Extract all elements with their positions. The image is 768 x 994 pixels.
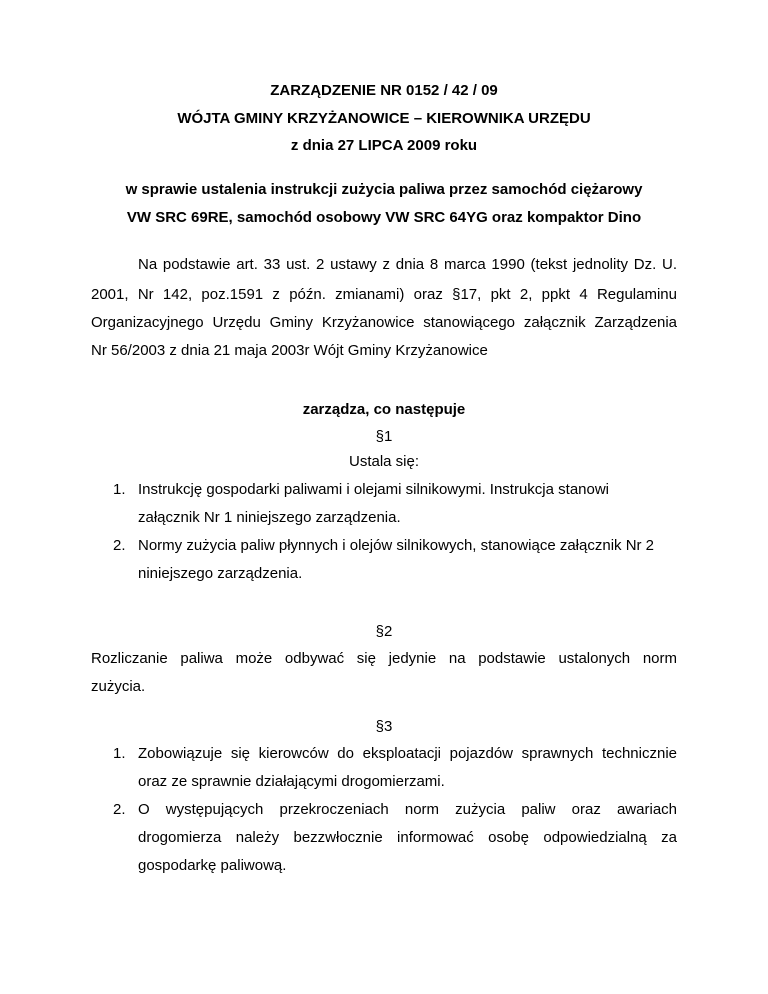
section-2-line-1: Rozliczanie paliwa może odbywać się jedynie na podstawie ustalonych norm (91, 650, 677, 667)
preamble-line-1: Na podstawie art. 33 ust. 2 ustawy z dnia 8 marca 1990 (tekst jednolity Dz. U. (138, 256, 677, 273)
section-1-item-1-line-2: załącznik Nr 1 niniejszego zarządzenia. (138, 509, 401, 526)
section-2-title: §2 (375, 623, 393, 640)
section-3-title: §3 (375, 718, 393, 735)
subject-line-1: w sprawie ustalenia instrukcji zużycia paliwa przez samochód ciężarowy (125, 181, 643, 198)
preamble-line-2: 2001, Nr 142, poz.1591 z późn. zmianami) oraz §17, pkt 2, ppkt 4 Regulaminu (91, 286, 677, 303)
section-1-intro: Ustala się: (348, 453, 420, 470)
section-1-item-2-line-2: niniejszego zarządzenia. (138, 565, 303, 582)
section-3-item-2-line-2: drogomierza należy bezzwłocznie informować osobę odpowiedzialną za (138, 829, 677, 846)
section-1-item-1-number: 1. (113, 481, 126, 498)
section-1-item-2-number: 2. (113, 537, 126, 554)
section-3-item-1-number: 1. (113, 745, 126, 762)
decree-number: ZARZĄDZENIE NR 0152 / 42 / 09 (270, 82, 498, 99)
section-3-item-1-line-2: oraz ze sprawnie działającymi drogomierzami. (138, 773, 445, 790)
preamble-line-4: Nr 56/2003 z dnia 21 maja 2003r Wójt Gminy Krzyżanowice (91, 342, 488, 359)
preamble-line-3: Organizacyjnego Urzędu Gminy Krzyżanowice stanowiącego załącznik Zarządzenia (91, 314, 677, 331)
section-3-item-2-line-1: O występujących przekroczeniach norm zużycia paliw oraz awariach (138, 801, 677, 818)
section-3-item-1-line-1: Zobowiązuje się kierowców do eksploatacji pojazdów sprawnych technicznie (138, 745, 677, 762)
section-2-line-2: zużycia. (91, 678, 146, 695)
decree-statement: zarządza, co następuje (302, 401, 466, 418)
section-3-item-2-line-3: gospodarkę paliwową. (138, 857, 287, 874)
section-3-item-2-number: 2. (113, 801, 126, 818)
section-1-item-2-line-1: Normy zużycia paliw płynnych i olejów silnikowych, stanowiące załącznik Nr 2 (138, 537, 655, 554)
decree-date: z dnia 27 LIPCA 2009 roku (290, 137, 478, 154)
section-1-title: §1 (375, 428, 393, 445)
subject-line-2: VW SRC 69RE, samochód osobowy VW SRC 64YG oraz kompaktor Dino (126, 209, 642, 226)
issuer-title: WÓJTA GMINY KRZYŻANOWICE – KIEROWNIKA URZĘDU (177, 110, 591, 127)
section-1-item-1-line-1: Instrukcję gospodarki paliwami i olejami silnikowymi. Instrukcja stanowi (138, 481, 610, 498)
